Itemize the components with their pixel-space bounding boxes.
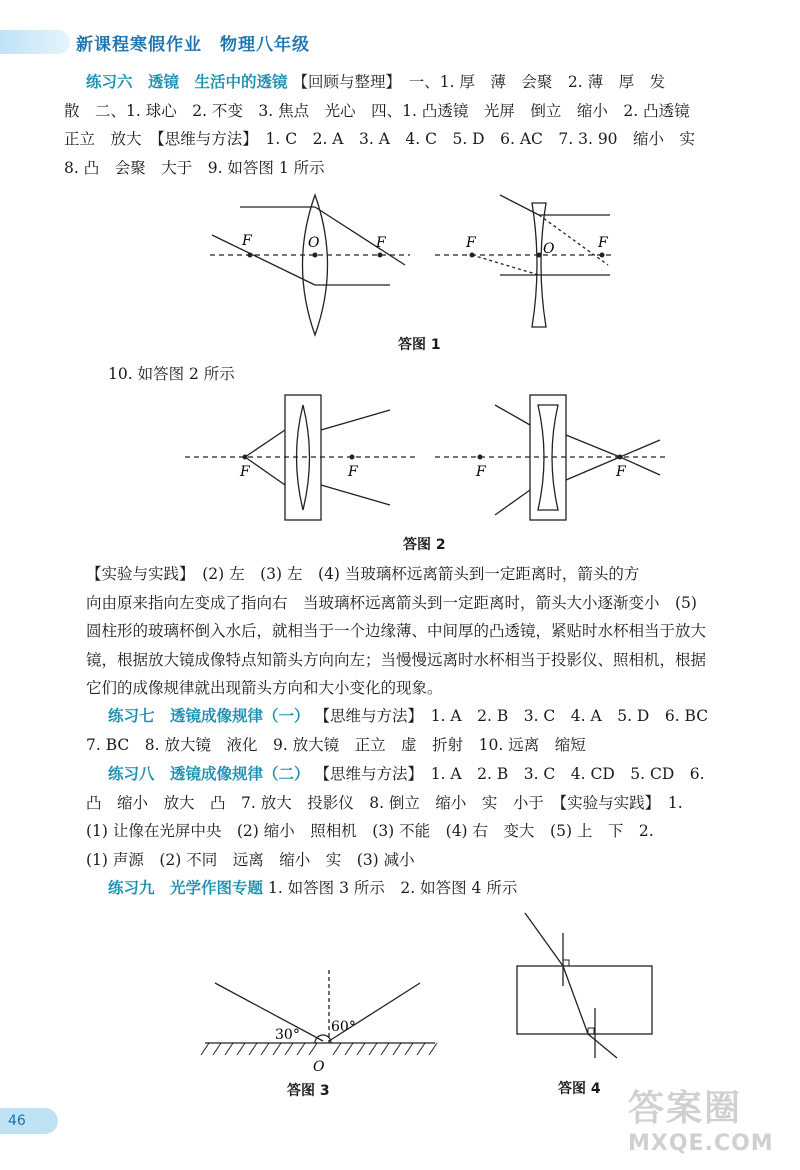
section-10-line — [108, 360, 798, 389]
focus-label: F — [242, 233, 252, 249]
refracted-ray — [563, 966, 588, 1034]
figure-3 — [195, 965, 445, 1075]
answer-line: 【思维与方法】 1. A 2. B 3. C 4. A 5. D 6. BC — [314, 707, 709, 725]
figure-4 — [505, 908, 665, 1068]
header-title: 新课程寒假作业 物理八年级 — [76, 35, 310, 55]
answer-line: 7. BC 8. 放大镜 液化 9. 放大镜 正立 虚 折射 10. 远离 缩短 — [86, 735, 586, 754]
section-title: 练习六 透镜 生活中的透镜 — [86, 73, 288, 91]
incident-ray — [525, 913, 563, 966]
watermark — [628, 1080, 788, 1160]
watermark-url: MXQE.COM — [628, 1131, 774, 1156]
figure-2-caption: 答图 2 — [403, 537, 446, 553]
answer-line: 凸 缩小 放大 凸 7. 放大 投影仪 8. 倒立 缩小 实 小于 【实验与实践】 1. — [86, 793, 683, 812]
focus-label: F — [348, 464, 358, 480]
ray — [315, 207, 405, 265]
answer-line: 它们的成像规律就出现箭头方向和大小变化的现象。 — [86, 679, 443, 697]
figure-1 — [200, 185, 630, 355]
section-6 — [64, 68, 776, 182]
point-label: O — [313, 1059, 325, 1075]
incident-ray — [215, 983, 323, 1041]
answer-line: 10. 如答图 2 所示 — [108, 365, 235, 383]
answer-line: 【实验与实践】 (2) 左 (3) 左 (4) 当玻璃杯远离箭头到一定距离时，箭头的方 — [86, 565, 640, 583]
section-title: 练习八 透镜成像规律（二） — [108, 765, 310, 783]
experiment-section — [86, 560, 776, 703]
section-8 — [86, 760, 798, 874]
answer-line: 正立 放大 【思维与方法】 1. C 2. A 3. A 4. C 5. D 6. AC 7. 3. 90 缩小 实 — [64, 130, 696, 148]
focus-label: F — [598, 235, 608, 251]
figure-4-caption: 答图 4 — [558, 1081, 601, 1097]
focus-label: F — [376, 235, 386, 251]
answer-line: 向由原来指向左变成了指向右 当玻璃杯远离箭头到一定距离时，箭头大小逐渐变小 (5) — [86, 593, 697, 612]
answer-line: 【思维与方法】 1. A 2. B 3. C 4. CD 5. CD 6. — [314, 765, 705, 783]
concave-lens — [532, 203, 546, 327]
ray-extension — [472, 255, 539, 275]
center-label: O — [543, 241, 555, 257]
section-9 — [108, 874, 798, 903]
center-label: O — [308, 235, 320, 251]
section-title: 练习九 光学作图专题 — [108, 879, 264, 897]
page-number: 46 — [0, 1108, 58, 1134]
focus-label: F — [466, 235, 476, 251]
section-title: 练习七 透镜成像规律（一） — [108, 707, 310, 725]
answer-line: (1) 让像在光屏中央 (2) 缩小 照相机 (3) 不能 (4) 右 变大 (5) 上 下 2. — [86, 822, 654, 840]
figure-3-caption: 答图 3 — [287, 1083, 330, 1099]
watermark-logo: 答案圈 — [628, 1088, 743, 1129]
focus-label: F — [240, 464, 250, 480]
answer-line: 散 二、1. 球心 2. 不变 3. 焦点 光心 四、1. 凸透镜 光屏 倒立 缩小 2. 凸透镜 — [64, 101, 690, 120]
convex-lens — [303, 195, 328, 335]
answer-line: 8. 凸 会聚 大于 9. 如答图 1 所示 — [64, 158, 325, 177]
focus-label: F — [616, 464, 626, 480]
answer-line: 1. 如答图 3 所示 2. 如答图 4 所示 — [267, 879, 518, 897]
focus-label: F — [476, 464, 486, 480]
section-7 — [86, 702, 798, 759]
answer-line: 镜，根据放大镜成像特点知箭头方向向左；当慢慢远离时水杯相当于投影仪、照相机，根据 — [86, 650, 707, 669]
emergent-ray — [588, 1034, 617, 1058]
ray — [500, 195, 539, 215]
figure-2 — [180, 390, 670, 530]
figure-1-caption: 答图 1 — [398, 337, 441, 353]
angle-label: 30° — [275, 1027, 300, 1043]
angle-label: 60° — [331, 1019, 356, 1035]
answer-line: 【回顾与整理】 一、1. 厚 薄 会聚 2. 薄 厚 发 — [292, 73, 666, 91]
header-band — [0, 30, 70, 54]
answer-line: (1) 声源 (2) 不同 远离 缩小 实 (3) 减小 — [86, 850, 415, 869]
ray — [212, 235, 315, 285]
answer-line: 圆柱形的玻璃杯倒入水后，就相当于一个边缘薄、中间厚的凸透镜，紧贴时水杯相当于放大 — [86, 622, 707, 640]
